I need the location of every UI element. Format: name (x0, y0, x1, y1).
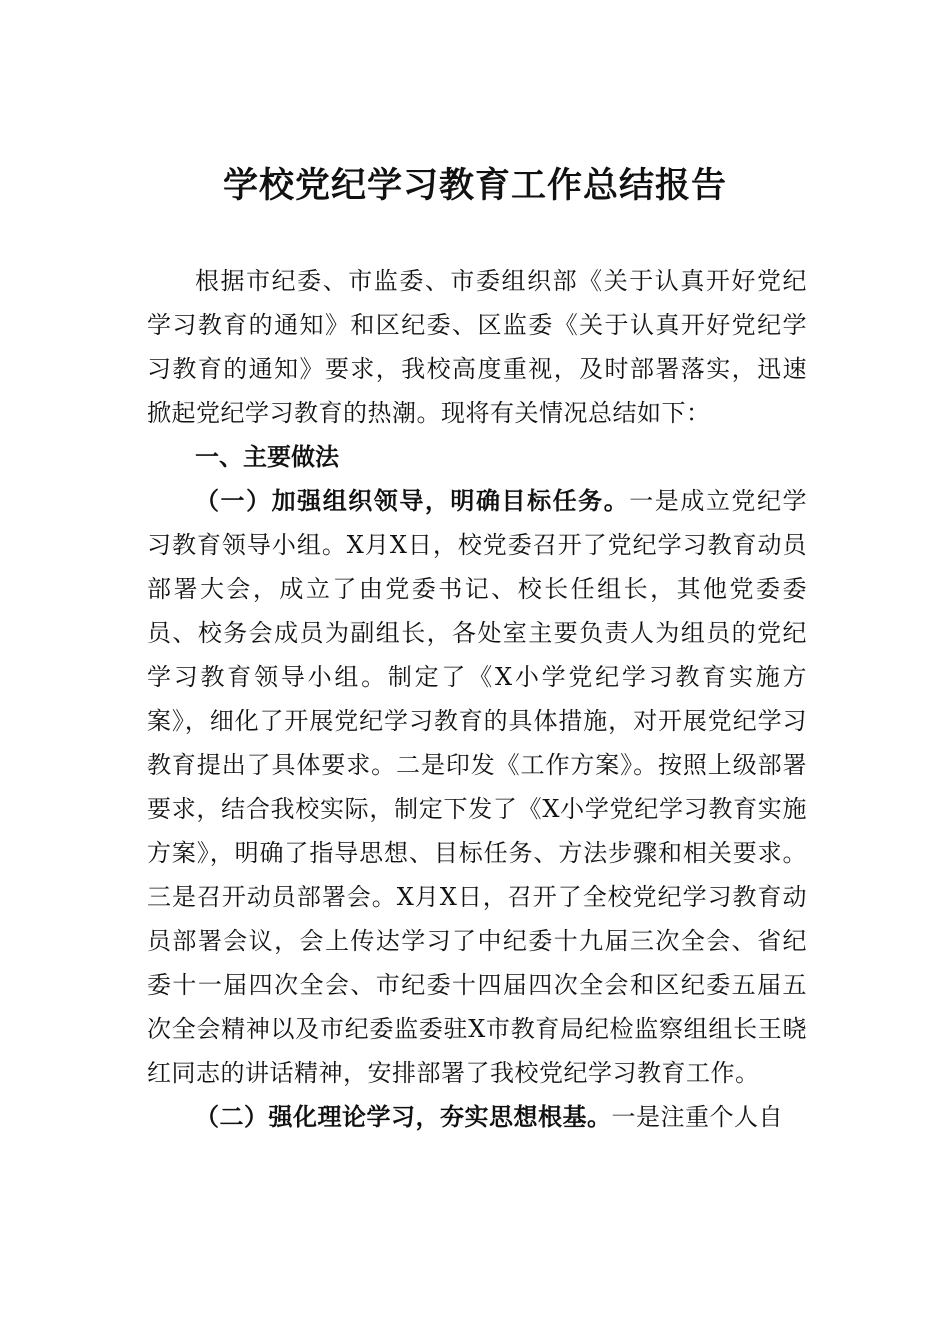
document-body (147, 259, 807, 1139)
subsection-1-lead: （一）加强组织领导，明确目标任务。 (195, 486, 630, 515)
subsection-2-body: 一是注重个人自 (611, 1103, 783, 1131)
section-heading-main-practices: 一、主要做法 (195, 443, 339, 471)
intro-paragraph: 根据市纪委、市监委、市委组织部《关于认真开好党纪学习教育的通知》和区纪委、区监委《关于认真开好党纪学习教育的通知》要求，我校高度重视，及时部署落实，迅速掀起党纪学习教育的热潮。现将有关情况总结如下： (147, 267, 807, 427)
subsection-2-lead: （二）强化理论学习，夯实思想根基。 (195, 1102, 612, 1131)
subsection-1-body: 一是成立党纪学习教育领导小组。X月X日，校党委召开了党纪学习教育动员部署大会，成立了由党委书记、校长任组长，其他党委委员、校务会成员为副组长，各处室主要负责人为组员的党纪学习教育领导小组。制定了《X小学党纪学习教育实施方案》，细化了开展党纪学习教育的具体措施，对开展党纪学习教育提出了具体要求。二是印发《工作方案》。按照上级部署要求，结合我校实际，制定下发了《X小学党纪学习教育实施方案》，明确了指导思想、目标任务、方法步骤和相关要求。三是召开动员部署会。X月X日，召开了全校党纪学习教育动员部署会议，会上传达学习了中纪委十九届三次全会、省纪委十一届四次全会、市纪委十四届四次全会和区纪委五届五次全会精神以及市纪委监委驻X市教育局纪检监察组组长王晓红同志的讲话精神，安排部署了我校党纪学习教育工作。 (147, 487, 808, 1087)
subsection-2-paragraph (147, 1095, 807, 1139)
subsection-1-paragraph (147, 479, 807, 1095)
document-title: 学校党纪学习教育工作总结报告 (222, 165, 727, 206)
